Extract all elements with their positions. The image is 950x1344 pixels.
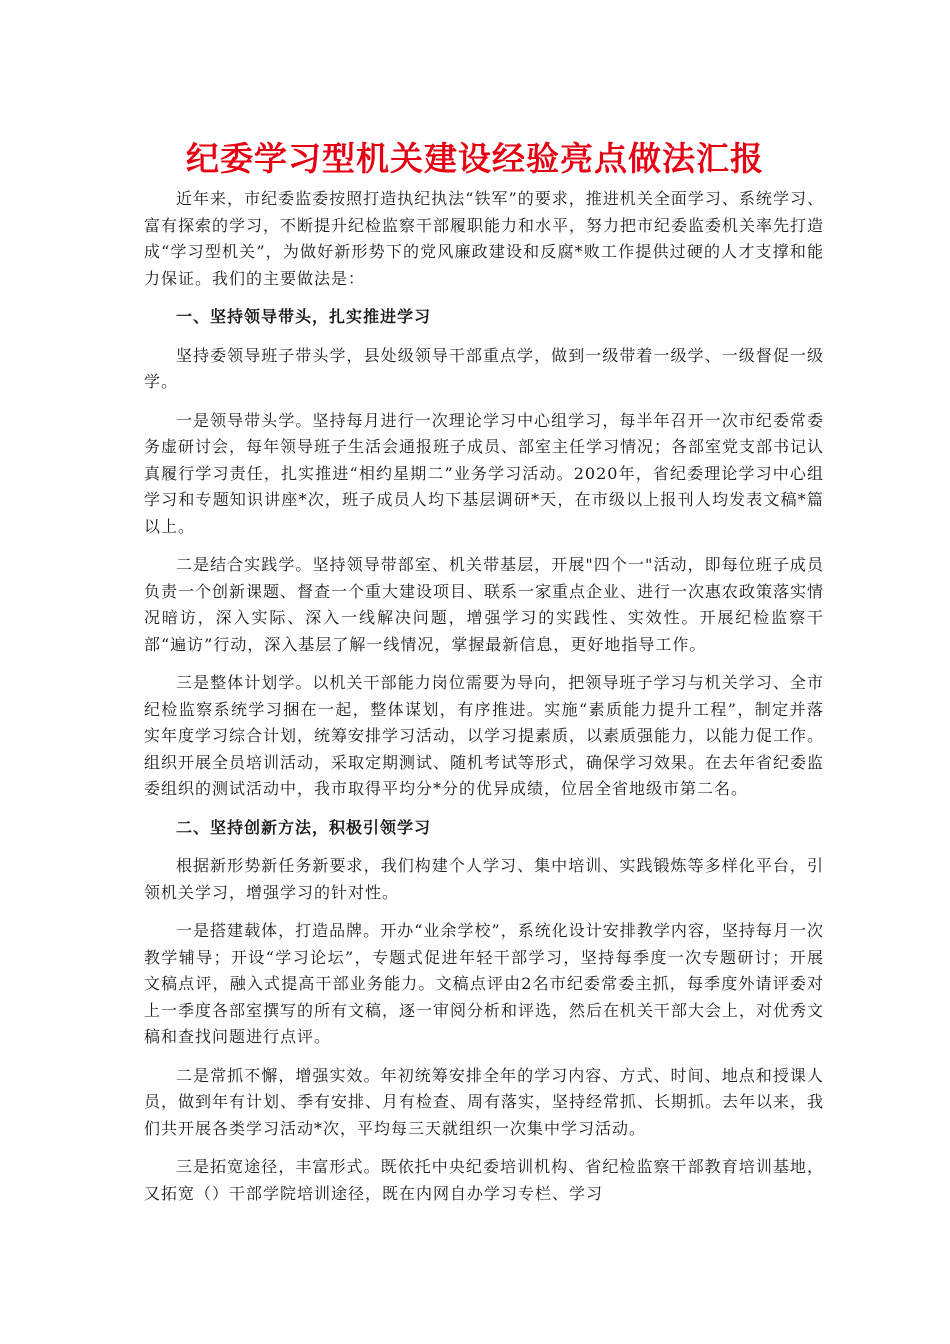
paragraph: 二是常抓不懈，增强实效。年初统筹安排全年的学习内容、方式、时间、地点和授课人员，做到年有计划、季有安排、月有检查、周有落实，坚持经常抓、长期抓。去年以来，我们共开展各类学习活动*次，平均每三天就组织一次集中学习活动。 (144, 1065, 825, 1138)
paragraph: 二是结合实践学。坚持领导带部室、机关带基层，开展"四个一"活动，即每位班子成员负责一个创新课题、督查一个重大建设项目、联系一家重点企业、进行一次惠农政策落实情况暗访，深入实际、深入一线解决问题，增强学习的实践性、实效性。开展纪检监察干部“遍访”行动，深入基层了解一线情况，掌握最新信息，更好地指导工作。 (144, 555, 825, 654)
document-body (144, 186, 824, 1219)
page-title: 纪委学习型机关建设经验亮点做法汇报 (186, 139, 764, 178)
intro-paragraph: 近年来，市纪委监委按照打造执纪执法“铁军”的要求，推进机关全面学习、系统学习、富有探索的学习，不断提升纪检监察干部履职能力和水平，努力把市纪委监委机关率先打造成“学习型机关”，为做好新形势下的党风廉政建设和反腐*败工作提供过硬的人才支撑和能力保证。我们的主要做法是： (144, 189, 825, 288)
section-heading-2: 二、坚持创新方法，积极引领学习 (176, 817, 432, 837)
section-heading-1: 一、坚持领导带头，扎实推进学习 (176, 307, 432, 326)
paragraph: 根据新形势新任务新要求，我们构建个人学习、集中培训、实践锻炼等多样化平台，引领机关学习，增强学习的针对性。 (144, 856, 824, 902)
paragraph: 一是搭建载体，打造品牌。开办“业余学校”，系统化设计安排教学内容，坚持每月一次教学辅导；开设“学习论坛”，专题式促进年轻干部学习，坚持每季度一次专题研讨；开展文稿点评，融入式提高干部业务能力。文稿点评由2名市纪委常委主抓，每季度外请评委对上一季度各部室撰写的所有文稿，逐一审阅分析和评选，然后在机关干部大会上，对优秀文稿和查找问题进行点评。 (144, 921, 825, 1046)
paragraph: 一是领导带头学。坚持每月进行一次理论学习中心组学习，每半年召开一次市纪委常委务虚研讨会，每年领导班子生活会通报班子成员、部室主任学习情况；各部室党支部书记认真履行学习责任，扎实推进“相约星期二”业务学习活动。2020年，省纪委理论学习中心组学习和专题知识讲座*次，班子成员人均下基层调研*天，在市级以上报刊人均发表文稿*篇以上。 (144, 410, 825, 536)
paragraph: 坚持委领导班子带头学，县处级领导干部重点学，做到一级带着一级学、一级督促一级学。 (144, 345, 824, 391)
paragraph: 三是拓宽途径，丰富形式。既依托中央纪委培训机构、省纪检监察干部教育培训基地，又拓宽（）干部学院培训途径，既在内网自办学习专栏、学习 (144, 1157, 824, 1203)
paragraph: 三是整体计划学。以机关干部能力岗位需要为导向，把领导班子学习与机关学习、全市纪检监察系统学习捆在一起，整体谋划，有序推进。实施“素质能力提升工程”，制定并落实年度学习综合计划，统筹安排学习活动，以学习提素质，以素质强能力，以能力促工作。组织开展全员培训活动，采取定期测试、随机考试等形式，确保学习效果。在去年省纪委监委组织的测试活动中，我市取得平均分*分的优异成绩，位居全省地级市第二名。 (144, 673, 825, 798)
